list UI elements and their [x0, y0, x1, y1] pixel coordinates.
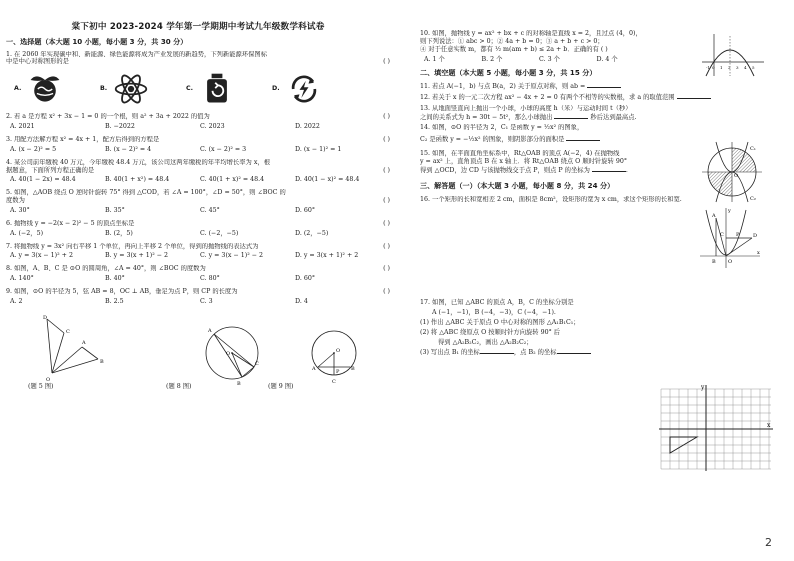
option-b[interactable]: B. y = 3(x + 1)² − 2	[105, 252, 169, 260]
section-answer-heading: 三、解答题（一）（本大题 3 小题，每小题 8 分，共 24 分）	[420, 181, 615, 191]
point-label: D	[43, 314, 48, 321]
point-label: C	[255, 360, 259, 367]
option-c[interactable]: C. (−2，−5)	[200, 229, 239, 237]
question-17-line6: (3) 写出点 B₁ 的坐标	[420, 349, 480, 357]
option-a[interactable]: A. 2	[10, 297, 23, 305]
figure-15-triangle-rotation	[698, 206, 762, 270]
question-17	[420, 298, 792, 358]
option-label: A.	[14, 85, 22, 93]
option-d[interactable]: D. 4	[295, 297, 308, 305]
point-label: C	[66, 328, 70, 335]
question-11	[420, 82, 792, 91]
question-13	[420, 105, 792, 122]
figure-9-circle-chord	[306, 319, 362, 385]
question-4-line2: 据题意，下面所列方程正确的是	[6, 166, 95, 174]
question-13-line2: 之间的关系式为 h = 30t − 5t²，那么小球抛出	[420, 113, 553, 121]
figures-row	[6, 311, 390, 393]
point-label: O	[728, 259, 733, 265]
point-label: O	[46, 376, 51, 383]
question-2	[6, 113, 390, 121]
answer-paren: ( )	[383, 58, 390, 66]
left-column	[6, 22, 390, 393]
point-label: O	[226, 350, 231, 357]
question-3-options	[10, 146, 390, 154]
point-label: C	[720, 232, 724, 238]
option-b[interactable]: B. −2022	[105, 123, 135, 131]
option-d[interactable]: D. y = 3(x + 1)² + 2	[295, 252, 359, 260]
point-label: C	[332, 378, 336, 385]
curve-label: C₂	[750, 196, 756, 202]
option-a[interactable]	[14, 71, 100, 107]
point-label: A	[312, 365, 316, 372]
answer-paren: ( )	[383, 242, 390, 250]
answer-paren: ( )	[383, 166, 390, 174]
point-label: P	[736, 232, 740, 238]
point-label: A	[82, 339, 86, 346]
question-15-line2: y = ax² 上，直角顶点 B 在 x 轴上．将 Rt△OAB 绕点 O 顺时针旋转 90°	[420, 157, 627, 165]
option-b[interactable]: B. 35°	[105, 207, 125, 215]
question-1-line2: 中是中心对称图形的是	[6, 58, 69, 66]
question-10-line3: ④ 对于任意实数 m，都有 ½ m(am + b) ≤ 2a + b．正确的有	[420, 45, 599, 53]
question-6-text: 6. 抛物线 y = −2(x − 2)² − 5 的顶点坐标是	[6, 219, 135, 227]
page-number: 2	[765, 536, 772, 549]
tick-label: 4	[744, 65, 747, 70]
option-d[interactable]: D. 2022	[295, 123, 320, 131]
option-d[interactable]: D. 4 个	[596, 56, 618, 64]
answer-paren: ( )	[383, 288, 390, 296]
question-7	[6, 243, 390, 251]
figure-5-caption: (题 5 图)	[28, 382, 54, 390]
question-15-tail: .	[625, 166, 628, 174]
answer-paren: ( )	[383, 265, 390, 273]
tick-label: 0	[712, 65, 715, 70]
question-17-line6b: ，点 B₂ 的坐标	[513, 349, 557, 357]
question-12-text: 12. 若关于 x 的一元二次方程 ax² − 4x + 2 = 0 有两个不相等的实数根，求 a 的取值范围	[420, 94, 675, 102]
exam-title: 棠下初中 2023-2024 学年第一学期期中考试九年级数学科试卷	[71, 22, 325, 32]
question-7-text: 7. 将抛物线 y = 3x² 向右平移 1 个单位，再向上平移 2 个单位，得到的抛物线的表达式为	[6, 242, 259, 250]
option-a[interactable]: A. 140°	[10, 275, 34, 283]
tick-label: 3	[736, 65, 739, 70]
question-4	[6, 159, 390, 175]
figure-5-rotated-triangles	[42, 311, 122, 385]
option-c[interactable]: C. y = 3(x − 1)² − 2	[200, 252, 263, 260]
question-6	[6, 220, 390, 228]
axis-label: x	[767, 422, 771, 429]
option-d[interactable]: D. 60°	[295, 207, 315, 215]
leaf-globe-icon	[27, 71, 63, 107]
option-a[interactable]: A. 2021	[10, 123, 35, 131]
option-c[interactable]: C. (x − 2)² = 3	[200, 145, 247, 153]
question-13-line1: 13. 从地面竖直向上抛出一个小球，小球的高度 h（米）与运动时间 t（秒）	[420, 104, 632, 112]
question-17-line1: 17. 如图，已知 △ABC 的顶点 A，B，C 的坐标分别是	[420, 299, 574, 307]
option-a[interactable]: A. y = 3(x − 1)² + 2	[10, 252, 73, 260]
option-b[interactable]	[100, 71, 186, 107]
option-d[interactable]: D. (2，−5)	[295, 229, 329, 237]
section-fill-blank-heading: 二、填空题（本大题 5 小题，每小题 3 分，共 15 分）	[420, 68, 597, 78]
tick-label: -1	[706, 65, 710, 70]
answer-blank[interactable]	[592, 166, 626, 172]
tick-label: 5	[752, 65, 755, 70]
answer-blank[interactable]	[480, 348, 514, 354]
question-6-options	[10, 230, 390, 238]
point-label: B	[100, 358, 104, 365]
option-c[interactable]: C. 40(1 + x)² = 48.4	[200, 176, 265, 184]
option-b[interactable]: B. 2 个	[481, 56, 503, 64]
answer-blank[interactable]	[557, 348, 591, 354]
option-a[interactable]: A. (x − 2)² = 5	[10, 145, 57, 153]
answer-paren: ( )	[600, 45, 608, 53]
question-10-line1: 10. 如图，抛物线 y = ax² + bx + c 的对称轴是直线 x = 2，且过点 (4，0)，	[420, 30, 642, 37]
lightning-cycle-icon	[286, 71, 322, 107]
question-3	[6, 136, 390, 144]
question-8	[6, 265, 390, 273]
question-1-line1: 1. 在 2060 年实现碳中和、新能源、绿色能源将成为产业发展的新趋势，下列新能源环保图标	[6, 50, 268, 58]
question-8-text: 8. 如图，A、B、C 是 ⊙O 的圆周角，∠A = 40°，则 ∠BOC 的度数为	[6, 265, 206, 273]
figure-8-circle-inscribed-angle	[202, 315, 262, 387]
question-4-line1: 4. 某公司前年缴税 40 万元，今年缴税 48.4 万元，该公司这两年缴税的年平均增长率为 x，根	[6, 158, 270, 166]
question-9	[6, 288, 390, 296]
option-c[interactable]: C. 3	[200, 297, 213, 305]
option-b[interactable]: B. 2.5	[105, 297, 124, 305]
origin-label: O	[734, 173, 739, 179]
question-8-options	[10, 275, 390, 283]
question-13-line3: 秒后达到最高点.	[590, 113, 637, 121]
point-label: B	[712, 259, 716, 265]
option-d[interactable]: D. (x − 1)² = 1	[295, 145, 342, 153]
answer-paren: ( )	[383, 197, 390, 205]
figure-9-caption: (题 9 图)	[268, 382, 294, 390]
answer-blank[interactable]	[554, 113, 588, 119]
question-9-text: 9. 如图，⊙O 的半径为 5，弦 AB = 8，OC ⊥ AB，垂足为点 P，则 CP 的长度为	[6, 288, 238, 296]
question-17-line5: 得到 △A₂B₂C₂，画出 △A₂B₂C₂；	[438, 339, 533, 347]
tick-label: 2	[728, 65, 731, 70]
option-label: B.	[100, 85, 108, 93]
question-2-text: 2. 若 a 是方程 x² + 3x − 1 = 0 的一个根，则 a² + 3a + 2022 的值为	[6, 113, 210, 121]
figure-17-coordinate-grid	[657, 383, 775, 473]
question-17-line4: (2) 将 △ABC 绕原点 O 按顺时针方向旋转 90° 后	[420, 329, 561, 337]
option-d[interactable]: D. 40(1 − x)² = 48.4	[295, 176, 360, 184]
point-label: B	[237, 380, 241, 387]
figure-14-circle-parabolas	[700, 140, 764, 204]
option-a[interactable]: A. 1 个	[424, 56, 445, 64]
point-label: A	[712, 213, 716, 219]
question-15-line3: 得到 △OCD，边 CD 与该抛物线交于点 P，则点 P 的坐标为	[420, 166, 590, 174]
answer-blank[interactable]	[566, 135, 600, 141]
curve-label: C₁	[750, 146, 756, 152]
question-1-options	[14, 71, 390, 107]
axis-label: y	[728, 208, 731, 214]
option-b[interactable]: B. 40(1 + x²) = 48.4	[105, 176, 170, 184]
question-7-options	[10, 252, 390, 260]
question-5-options	[10, 207, 390, 215]
option-b[interactable]: B. 40°	[105, 275, 125, 283]
question-14-line2: C₂ 是函数 y = −½x² 的图象，则阴影部分的面积是	[420, 135, 565, 143]
answer-blank[interactable]	[587, 82, 621, 88]
answer-paren: ( )	[383, 219, 390, 227]
option-a[interactable]: A. 30°	[10, 207, 30, 215]
option-a[interactable]: A. (−2，5)	[10, 229, 44, 237]
question-17-line3: (1) 作出 △ABC 关于原点 O 中心对称的图形 △A₁B₁C₁；	[420, 319, 580, 327]
option-c[interactable]: C. 45°	[200, 207, 220, 215]
question-10-line2: 则下列说法：① abc > 0；② 4a + b = 0；③ a + b + c > 0；	[420, 37, 604, 45]
question-11-text: 11. 若点 A(−1，b) 与点 B(a，2) 关于原点对称，则 ab =	[420, 82, 586, 90]
option-b[interactable]: B. (2，5)	[105, 229, 133, 237]
option-b[interactable]: B. (x − 2)² = 4	[105, 145, 152, 153]
question-2-options	[10, 123, 390, 131]
point-label: B	[351, 365, 355, 372]
point-label: O	[336, 347, 341, 354]
question-5-line1: 5. 如图，△AOB 绕点 O 逆时针旋转 75° 得到 △COD，若 ∠A = 100°，∠D = 50°，则 ∠BOC 的	[6, 189, 286, 197]
tick-label: 1	[720, 65, 723, 70]
question-10-options	[424, 56, 654, 64]
question-14-line1: 14. 如图，⊙O 的半径为 2，C₁ 是函数 y = ½x² 的图象，	[420, 124, 584, 132]
question-17-line2: A (−1，−1)，B (−4，−3)，C (−4，−1).	[432, 309, 556, 317]
option-c[interactable]: C. 80°	[200, 275, 220, 283]
question-5-line2: 度数为	[6, 197, 25, 205]
recycle-bin-icon	[199, 71, 235, 107]
answer-paren: ( )	[383, 136, 390, 144]
figure-8-caption: (题 8 图)	[166, 382, 192, 390]
option-d[interactable]: D. 60°	[295, 275, 315, 283]
answer-blank[interactable]	[677, 93, 711, 99]
question-5	[6, 189, 390, 205]
option-c[interactable]: C. 2023	[200, 123, 225, 131]
option-a[interactable]: A. 40(1 − 2x) = 48.4	[10, 176, 76, 184]
figure-10-parabola-graph	[700, 32, 766, 78]
question-12	[420, 93, 792, 102]
section-multiple-choice-heading: 一、选择题（本大题 10 小题，每小题 3 分，共 30 分）	[6, 36, 188, 46]
point-label: A	[208, 327, 212, 334]
option-label: D.	[272, 85, 280, 93]
question-9-options	[10, 298, 390, 306]
option-c[interactable]	[186, 71, 272, 107]
answer-paren: ( )	[383, 113, 390, 121]
point-label: D	[753, 233, 758, 239]
option-c[interactable]: C. 3 个	[539, 56, 560, 64]
option-d[interactable]	[272, 71, 358, 107]
atom-icon	[113, 71, 149, 107]
question-1	[6, 51, 390, 67]
point-label: P	[336, 368, 340, 375]
question-3-text: 3. 用配方法解方程 x² = 4x + 1，配方后得到的方程是	[6, 136, 160, 144]
question-4-options	[10, 176, 390, 184]
option-label: C.	[186, 85, 194, 93]
axis-label: x	[757, 250, 760, 256]
question-15-line1: 15. 如图，在平面直角坐标系中，Rt△OAB 的顶点 A(−2，4) 在抛物线	[420, 149, 620, 157]
question-16: 16. 一个矩形的长和宽相差 2 cm，面积是 8cm²，设矩形的宽为 x cm，求这个矩形的长和宽.	[420, 196, 682, 204]
axis-label: y	[701, 384, 705, 391]
